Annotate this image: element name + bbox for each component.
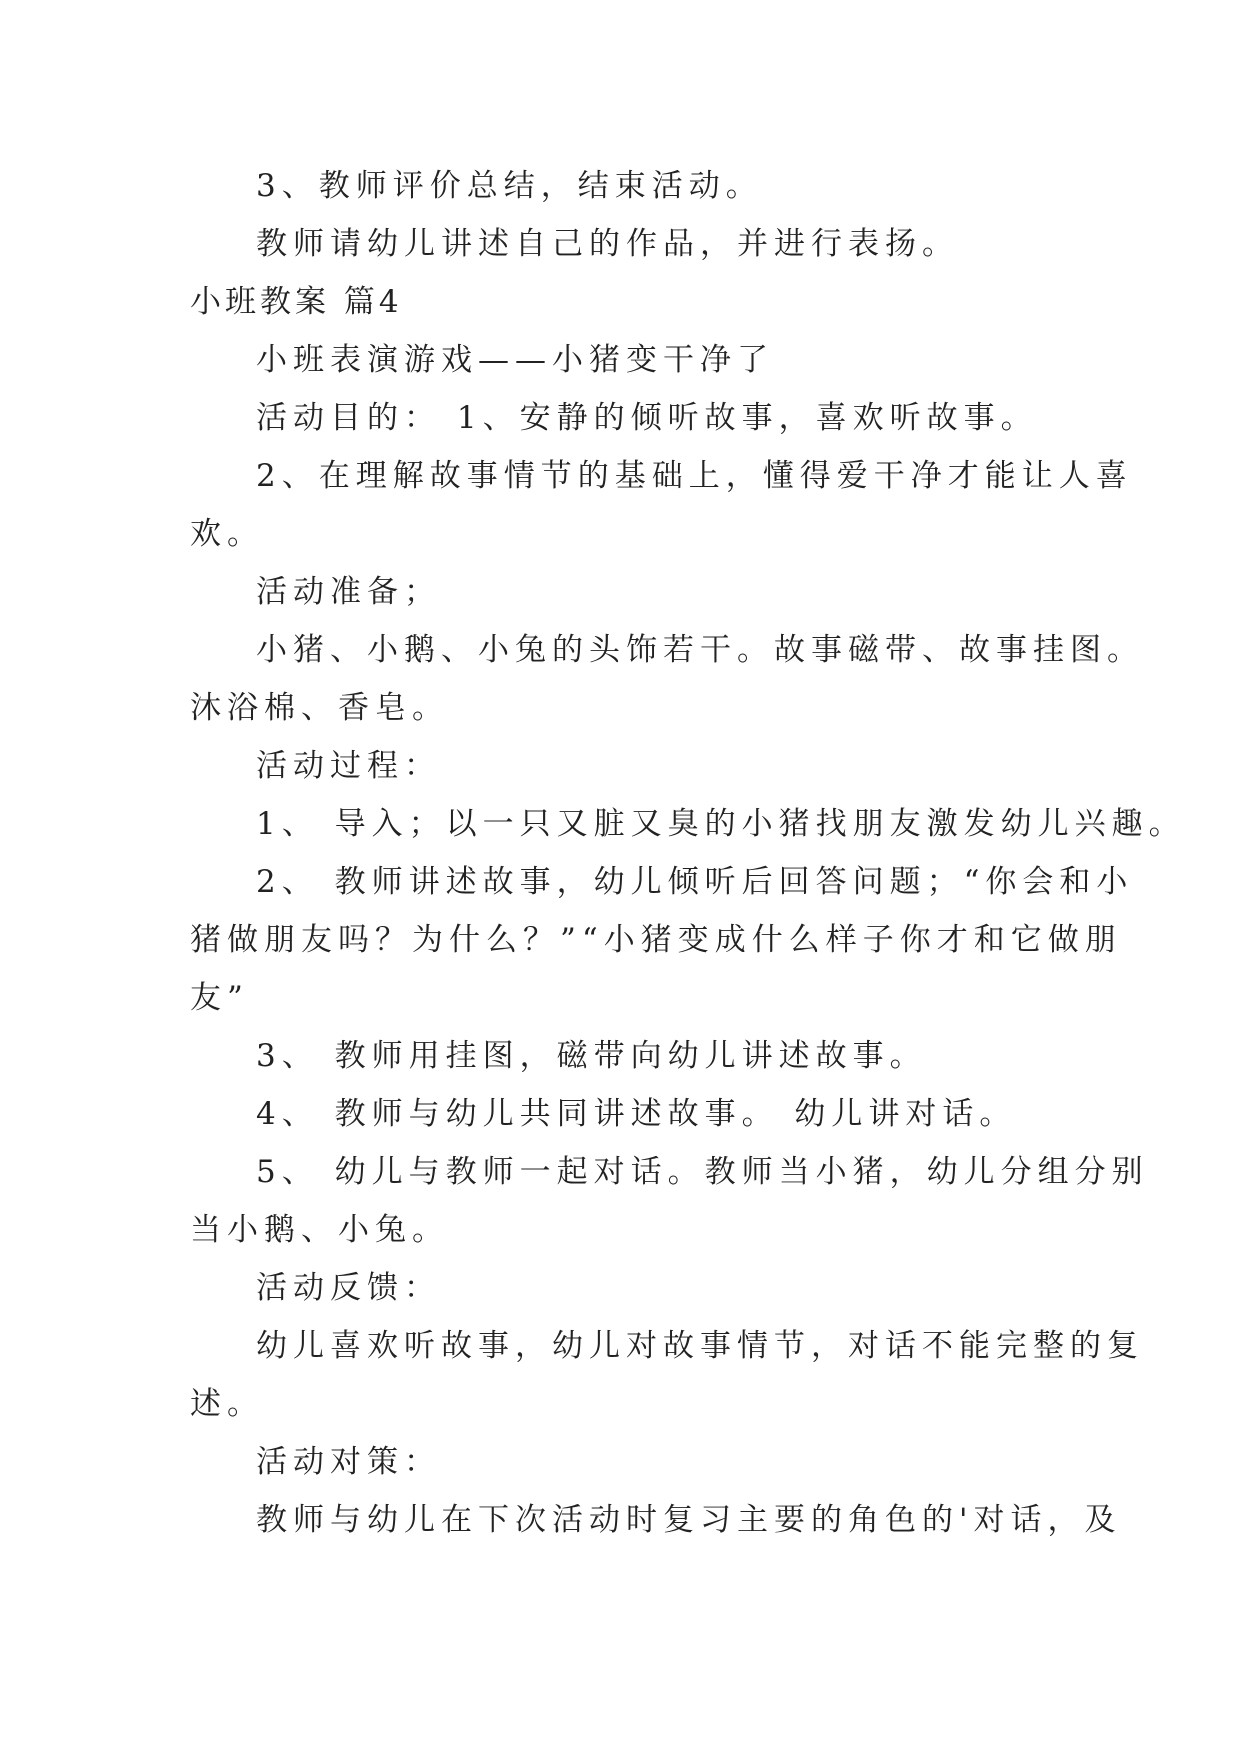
paragraph-line: 5、 幼儿与教师一起对话。教师当小猪，幼儿分组分别 [256, 1154, 1149, 1190]
paragraph-line: 3、 教师用挂图，磁带向幼儿讲述故事。 [256, 1038, 927, 1074]
paragraph-line: 沐浴棉、香皂。 [190, 690, 449, 726]
paragraph-line: 当小鹅、小兔。 [190, 1212, 449, 1248]
paragraph-line: 猪做朋友吗？为什么？”“小猪变成什么样子你才和它做朋 [190, 922, 1122, 958]
paragraph-line: 2、 教师讲述故事，幼儿倾听后回答问题；“你会和小 [256, 864, 1134, 900]
paragraph-line: 友” [190, 980, 249, 1016]
paragraph-line: 教师请幼儿讲述自己的作品，并进行表扬。 [256, 226, 959, 262]
paragraph-line: 2、在理解故事情节的基础上，懂得爱干净才能让人喜 [256, 458, 1133, 494]
paragraph-line: 4、 教师与幼儿共同讲述故事。 幼儿讲对话。 [256, 1096, 1017, 1132]
activity-title: 小班表演游戏——小猪变干净了 [256, 342, 774, 378]
paragraph-line: 活动目的： 1、安静的倾听故事，喜欢听故事。 [256, 400, 1038, 436]
paragraph-line: 小猪、小鹅、小兔的头饰若干。故事磁带、故事挂图。 [256, 632, 1144, 668]
section-label: 活动过程： [256, 748, 441, 784]
paragraph-line: 欢。 [190, 516, 264, 552]
section-label: 活动反馈： [256, 1270, 441, 1306]
paragraph-line: 教师与幼儿在下次活动时复习主要的角色的'对话，及 [256, 1502, 1122, 1538]
paragraph-line: 述。 [190, 1386, 264, 1422]
section-label: 活动对策： [256, 1444, 441, 1480]
section-label: 活动准备； [256, 574, 441, 610]
paragraph-line: 3、教师评价总结，结束活动。 [256, 168, 763, 204]
paragraph-line: 1、 导入；以一只又脏又臭的小猪找朋友激发幼儿兴趣。 [256, 806, 1186, 842]
paragraph-line: 幼儿喜欢听故事，幼儿对故事情节，对话不能完整的复 [256, 1328, 1144, 1364]
section-heading: 小班教案 篇4 [190, 284, 403, 320]
